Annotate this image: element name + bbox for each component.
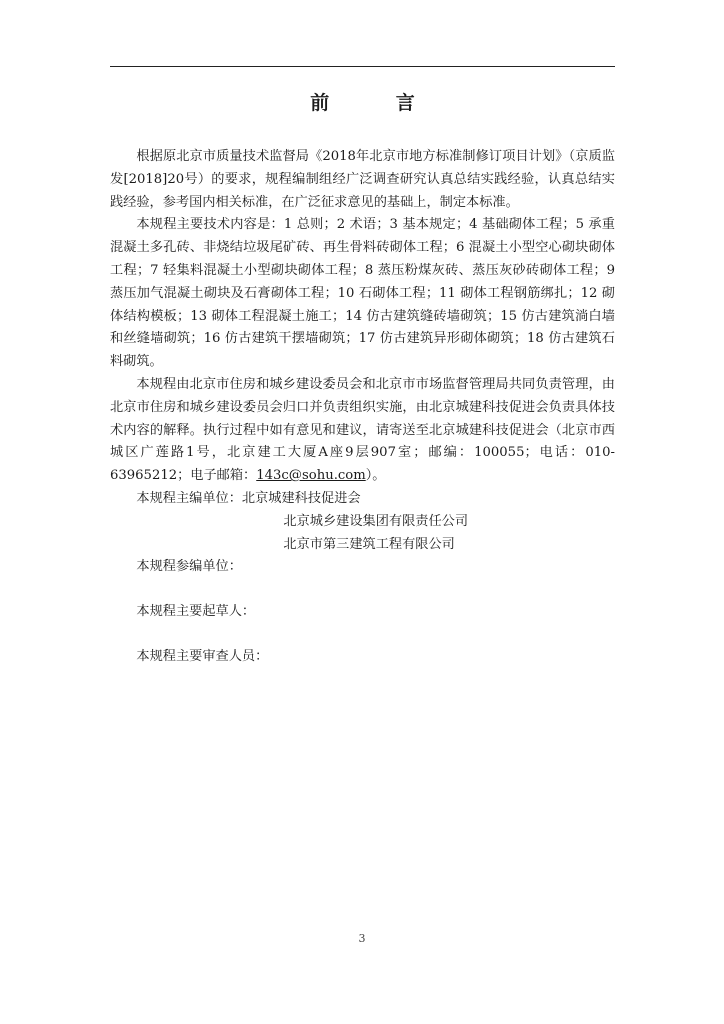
paragraph-technical-content: 本规程主要技术内容是：1 总则；2 术语；3 基本规定；4 基础砌体工程；5 承重混凝土多孔砖、非烧结垃圾尾矿砖、再生骨料砖砌体工程；6 混凝土小型空心砌块砌体工程；7 轻集料混凝土小型砌块砌体工程；8 蒸压粉煤灰砖、蒸压灰砂砖砌体工程；9 蒸压加气混凝土砌块及石膏砌体工程；10 石砌体工程；11 砌体工程钢筋绑扎；12 砌体结构模板；13 砌体工程混凝土施工；14 仿古建筑缝砖墙砌筑；15 仿古建筑淌白墙和丝缝墙砌筑；16 仿古建筑干摆墙砌筑；17 仿古建筑异形砌体砌筑；18 仿古建筑石料砌筑。 (110, 217, 615, 370)
email-link[interactable]: 143c@sohu.com (256, 468, 366, 484)
paragraph-management (110, 374, 615, 488)
drafters-label: 本规程主要起草人： (136, 604, 256, 620)
management-tail: ）。 (365, 468, 386, 484)
page-number: 3 (358, 932, 366, 945)
chief-editor-row (110, 488, 615, 511)
document-body (110, 146, 615, 669)
chief-editor-unit-2: 北京城乡建设集团有限责任公司 (283, 513, 469, 529)
reviewers-label: 本规程主要审查人员： (136, 648, 269, 664)
header-rule (110, 66, 615, 67)
management-text: 本规程由北京市住房和城乡建设委员会和北京市市场监督管理局共同负责管理，由北京市住房和城乡建设委员会归口并负责组织实施，由北京城建科技促进会负责具体技术内容的解释。执行过程中如有意见和建议，请寄送至北京城建科技促进会（北京市西城区广莲路1号，北京建工大厦A座9层907室；邮编：100055；电话：010-63965212；电子邮箱： (110, 376, 615, 484)
chief-editor-unit-1: 北京城建科技促进会 (241, 490, 361, 506)
blank-space (110, 579, 615, 601)
co-editor-label: 本规程参编单位： (136, 559, 242, 575)
paragraph-basis: 根据原北京市质量技术监督局《2018年北京市地方标准制修订项目计划》（京质监发[2018]20号）的要求，规程编制组经广泛调查研究认真总结实践经验，认真总结实践经验，参考国内相关标准，在广泛征求意见的基础上，制定本标准。 (110, 149, 615, 210)
chief-editor-unit-3: 北京市第三建筑工程有限公司 (283, 536, 455, 552)
chief-editor-label: 本规程主编单位： (136, 490, 242, 506)
blank-space (110, 624, 615, 646)
page-title: 前 言 (310, 92, 445, 114)
